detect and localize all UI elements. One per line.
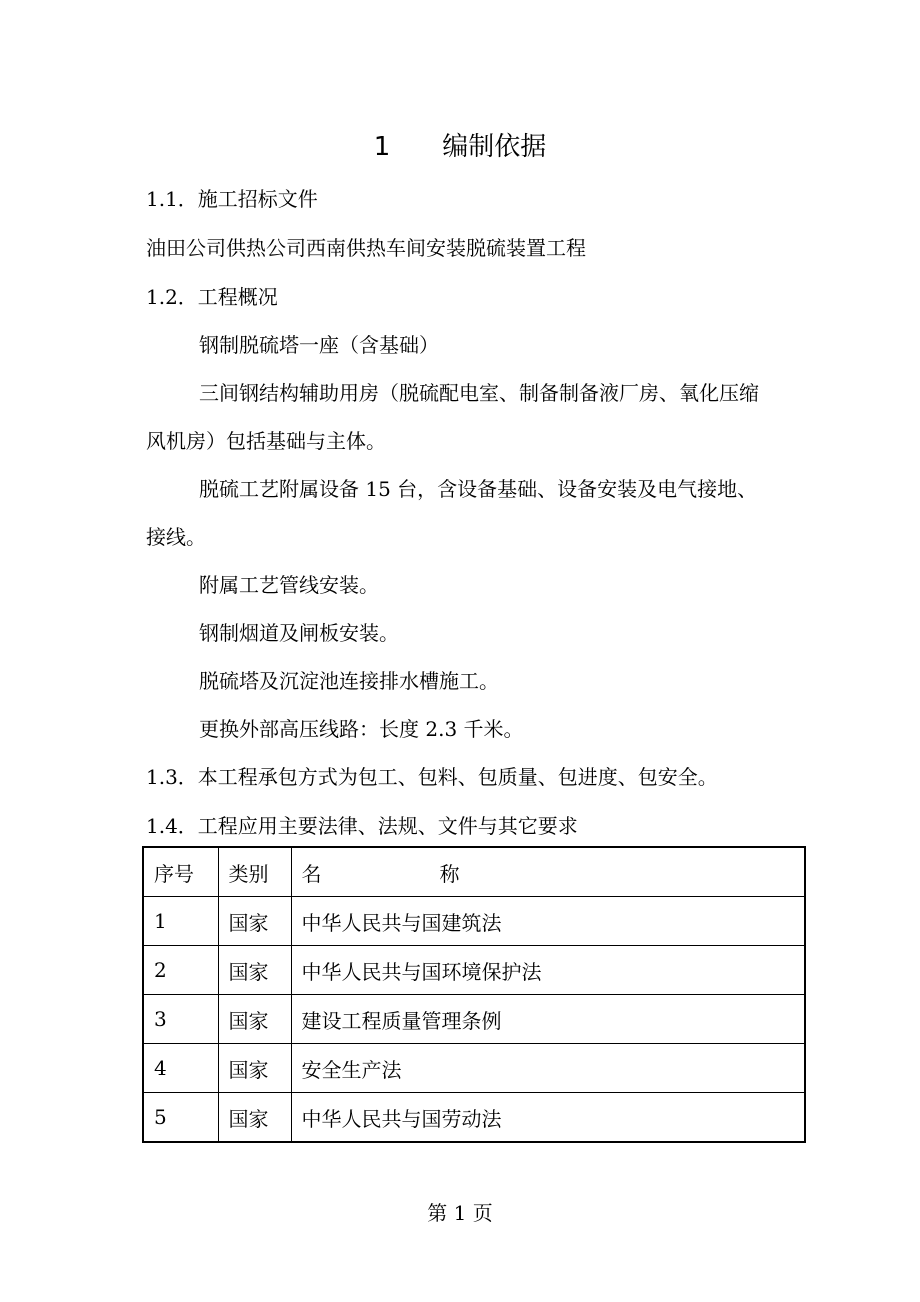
overview-item-continued: 风机房）包括基础与主体。 xyxy=(146,429,386,453)
table-row xyxy=(143,897,805,946)
cell-index: 4 xyxy=(143,1044,218,1093)
cell-name: 中华人民共与国建筑法 xyxy=(291,897,805,946)
heading-1-3: 1.3．本工程承包方式为包工、包料、包质量、包进度、包安全。 xyxy=(146,765,718,789)
cell-index: 5 xyxy=(143,1093,218,1143)
table-row xyxy=(143,1044,805,1093)
section-number: 1 xyxy=(373,132,391,162)
heading-1-4: 1.4．工程应用主要法律、法规、文件与其它要求 xyxy=(146,814,578,838)
table-row xyxy=(143,946,805,995)
overview-item: 钢制脱硫塔一座（含基础） xyxy=(199,333,439,357)
cell-name: 中华人民共与国劳动法 xyxy=(291,1093,805,1143)
cell-category: 国家 xyxy=(218,946,291,995)
overview-item: 三间钢结构辅助用房（脱硫配电室、制备制备液厂房、氧化压缩 xyxy=(199,381,759,405)
header-index: 序号 xyxy=(143,847,218,897)
cell-name: 中华人民共与国环境保护法 xyxy=(291,946,805,995)
cell-category: 国家 xyxy=(218,1044,291,1093)
section-title-text: 编制依据 xyxy=(442,132,547,162)
cell-index: 3 xyxy=(143,995,218,1044)
heading-1-2: 1.2．工程概况 xyxy=(146,285,278,309)
cell-index: 2 xyxy=(143,946,218,995)
table-row xyxy=(143,995,805,1044)
cell-name: 建设工程质量管理条例 xyxy=(291,995,805,1044)
header-category: 类别 xyxy=(218,847,291,897)
cell-name: 安全生产法 xyxy=(291,1044,805,1093)
cell-category: 国家 xyxy=(218,1093,291,1143)
overview-item: 更换外部高压线路：长度 2.3 千米。 xyxy=(199,717,524,741)
regulations-table xyxy=(142,846,806,1143)
overview-item: 脱硫工艺附属设备 15 台，含设备基础、设备安装及电气接地、 xyxy=(199,477,758,501)
overview-item-continued: 接线。 xyxy=(146,525,206,549)
table-header-row xyxy=(143,847,805,897)
table-row xyxy=(143,1093,805,1143)
cell-index: 1 xyxy=(143,897,218,946)
cell-category: 国家 xyxy=(218,897,291,946)
header-name: 名 称 xyxy=(291,847,805,897)
overview-item: 附属工艺管线安装。 xyxy=(199,573,379,597)
overview-item: 钢制烟道及闸板安装。 xyxy=(199,621,399,645)
overview-item: 脱硫塔及沉淀池连接排水槽施工。 xyxy=(199,669,499,693)
paragraph-bid-document: 油田公司供热公司西南供热车间安装脱硫装置工程 xyxy=(146,236,586,260)
page-footer: 第 1 页 xyxy=(427,1201,493,1225)
cell-category: 国家 xyxy=(218,995,291,1044)
heading-1-1: 1.1．施工招标文件 xyxy=(146,187,318,211)
section-title xyxy=(0,130,920,164)
